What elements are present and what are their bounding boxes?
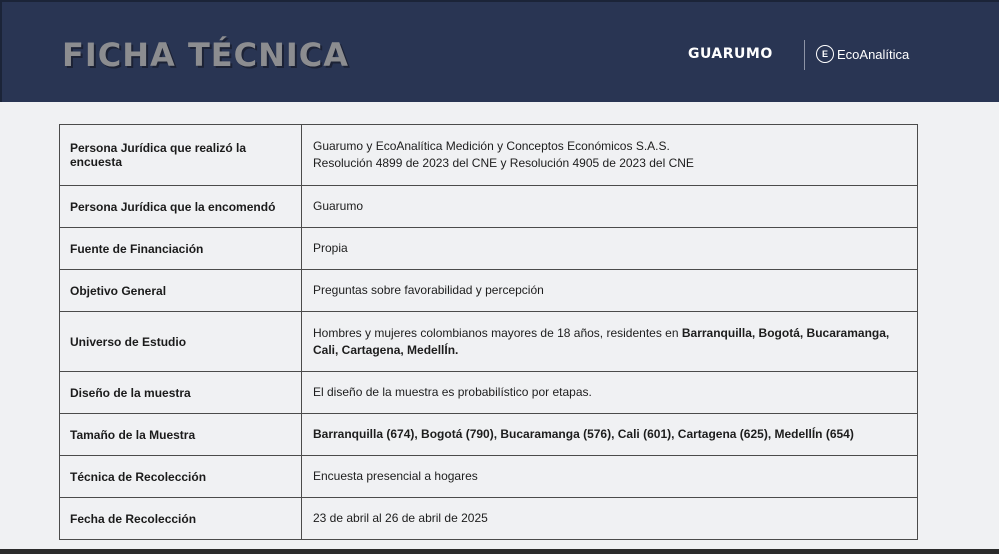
- table-row: [60, 228, 918, 270]
- row-value: El diseño de la muestra es probabilístico por etapas.: [302, 372, 918, 414]
- row-label: Universo de Estudio: [60, 312, 302, 372]
- row-value: Preguntas sobre favorabilidad y percepción: [302, 270, 918, 312]
- table-row: [60, 372, 918, 414]
- row-value: 23 de abril al 26 de abril de 2025: [302, 498, 918, 540]
- row-value: Propia: [302, 228, 918, 270]
- bottom-border: [0, 549, 999, 554]
- table-row: [60, 498, 918, 540]
- row-label: Persona Jurídica que realizó la encuesta: [60, 125, 302, 186]
- page-title: FICHA TÉCNICA: [62, 36, 350, 74]
- row-value: [302, 312, 918, 372]
- ecoanalitica-label: EcoAnalítica: [837, 46, 910, 62]
- value-text: Hombres y mujeres colombianos mayores de 18 años, residentes en: [313, 325, 682, 340]
- row-label: Fecha de Recolección: [60, 498, 302, 540]
- header-banner: [0, 0, 999, 102]
- row-label: Tamaño de la Muestra: [60, 414, 302, 456]
- value-line: Guarumo y EcoAnalítica Medición y Conceptos Económicos S.A.S.: [313, 139, 670, 153]
- brand-divider: [804, 40, 805, 70]
- ecoanalitica-icon: E: [816, 45, 834, 63]
- table-row: [60, 312, 918, 372]
- table-row: [60, 414, 918, 456]
- row-value: Barranquilla (674), Bogotá (790), Bucaramanga (576), Cali (601), Cartagena (625), MedellÍn (654): [302, 414, 918, 456]
- table-row: [60, 186, 918, 228]
- value-line: Resolución 4899 de 2023 del CNE y Resolución 4905 de 2023 del CNE: [313, 156, 694, 170]
- technical-sheet-table: [59, 124, 918, 540]
- row-label: Diseño de la muestra: [60, 372, 302, 414]
- table-row: [60, 270, 918, 312]
- value-cities: Barranquilla, Bogotá, Bucaramanga,: [681, 325, 890, 340]
- table-row: [60, 456, 918, 498]
- row-value: [302, 125, 918, 186]
- ecoanalitica-logo: [816, 45, 909, 63]
- table-row: [60, 125, 918, 186]
- guarumo-logo: GUARUMO: [688, 46, 773, 62]
- row-label: Persona Jurídica que la encomendó: [60, 186, 302, 228]
- row-label: Fuente de Financiación: [60, 228, 302, 270]
- value-cities: Cali, Cartagena, MedellÍn.: [313, 342, 459, 357]
- row-value: Encuesta presencial a hogares: [302, 456, 918, 498]
- row-label: Objetivo General: [60, 270, 302, 312]
- row-label: Técnica de Recolección: [60, 456, 302, 498]
- row-value: Guarumo: [302, 186, 918, 228]
